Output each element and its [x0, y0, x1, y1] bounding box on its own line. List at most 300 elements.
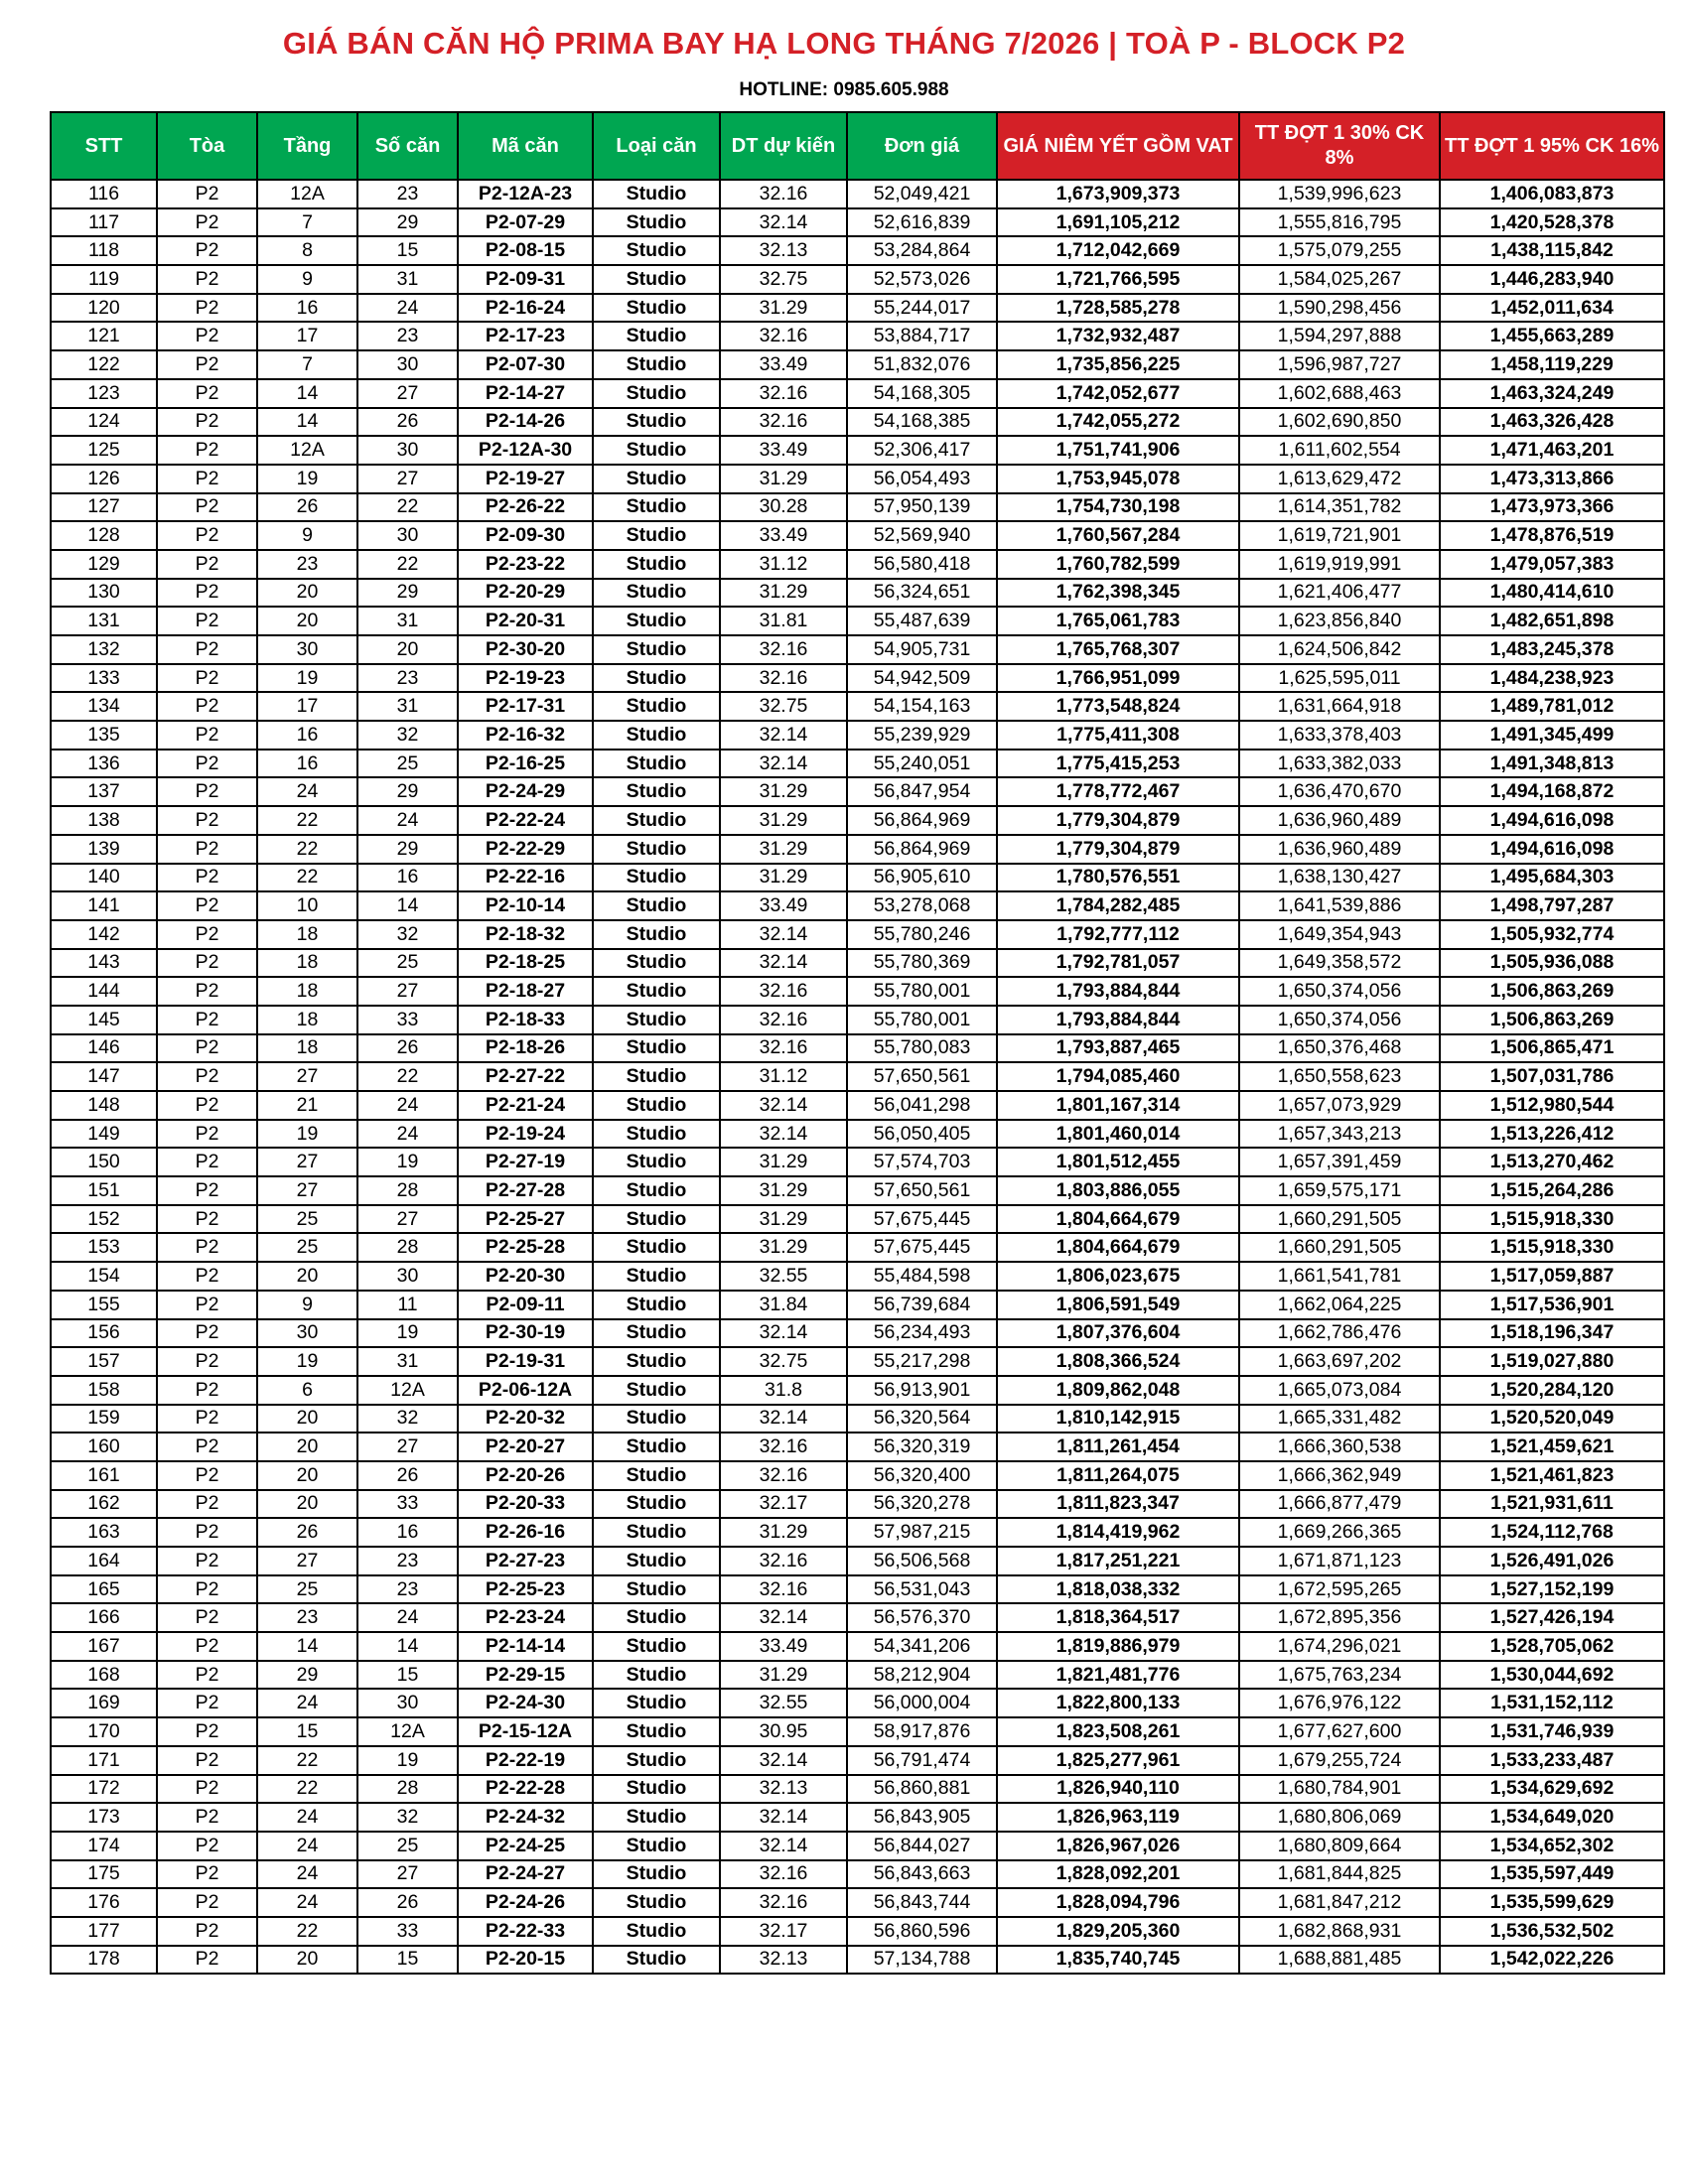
tang-cell: 10 — [257, 891, 357, 920]
dien-tich-cell: 31.81 — [720, 607, 847, 635]
tt-dot1-95-cell: 1,483,245,378 — [1440, 635, 1664, 664]
don-gia-cell: 55,780,001 — [847, 977, 997, 1006]
table-row — [51, 1034, 1664, 1063]
tang-cell: 25 — [257, 1205, 357, 1234]
loai-can-cell: Studio — [593, 835, 720, 864]
table-row — [51, 1376, 1664, 1405]
don-gia-cell: 55,484,598 — [847, 1262, 997, 1291]
so-can-cell: 32 — [357, 920, 458, 949]
gia-niem-yet-cell: 1,822,800,133 — [997, 1689, 1239, 1717]
so-can-cell: 20 — [357, 635, 458, 664]
table-row — [51, 1091, 1664, 1120]
dien-tich-cell: 30.95 — [720, 1717, 847, 1746]
ma-can-cell: P2-22-19 — [458, 1746, 593, 1775]
don-gia-cell: 56,320,319 — [847, 1433, 997, 1461]
ma-can-cell: P2-09-30 — [458, 521, 593, 550]
stt-cell: 167 — [51, 1632, 157, 1661]
ma-can-cell: P2-20-15 — [458, 1946, 593, 1975]
gia-niem-yet-cell: 1,773,548,824 — [997, 692, 1239, 721]
ma-can-cell: P2-30-19 — [458, 1319, 593, 1348]
so-can-cell: 27 — [357, 465, 458, 493]
dien-tich-cell: 32.16 — [720, 1547, 847, 1575]
tt-dot1-30-cell: 1,624,506,842 — [1239, 635, 1440, 664]
loai-can-cell: Studio — [593, 265, 720, 294]
tt-dot1-30-cell: 1,680,784,901 — [1239, 1775, 1440, 1804]
tt-dot1-95-cell: 1,520,520,049 — [1440, 1405, 1664, 1433]
table-row — [51, 1148, 1664, 1176]
don-gia-cell: 54,942,509 — [847, 664, 997, 693]
tang-cell: 7 — [257, 208, 357, 237]
table-row — [51, 1347, 1664, 1376]
so-can-cell: 28 — [357, 1775, 458, 1804]
tang-cell: 18 — [257, 977, 357, 1006]
so-can-cell: 15 — [357, 1661, 458, 1690]
gia-niem-yet-cell: 1,775,415,253 — [997, 750, 1239, 778]
so-can-cell: 15 — [357, 236, 458, 265]
so-can-cell: 32 — [357, 1405, 458, 1433]
gia-niem-yet-cell: 1,760,782,599 — [997, 550, 1239, 579]
don-gia-cell: 56,050,405 — [847, 1120, 997, 1149]
tt-dot1-30-cell: 1,621,406,477 — [1239, 579, 1440, 608]
tang-cell: 27 — [257, 1062, 357, 1091]
loai-can-cell: Studio — [593, 1233, 720, 1262]
don-gia-cell: 55,487,639 — [847, 607, 997, 635]
dien-tich-cell: 31.12 — [720, 550, 847, 579]
stt-cell: 160 — [51, 1433, 157, 1461]
so-can-cell: 23 — [357, 180, 458, 208]
so-can-cell: 16 — [357, 864, 458, 892]
tang-cell: 20 — [257, 1946, 357, 1975]
toa-cell: P2 — [157, 692, 257, 721]
so-can-cell: 28 — [357, 1233, 458, 1262]
tt-dot1-30-cell: 1,676,976,122 — [1239, 1689, 1440, 1717]
toa-cell: P2 — [157, 236, 257, 265]
don-gia-cell: 56,506,568 — [847, 1547, 997, 1575]
toa-cell: P2 — [157, 294, 257, 323]
tt-dot1-95-cell: 1,495,684,303 — [1440, 864, 1664, 892]
hotline-text: HOTLINE: 0985.605.988 — [739, 79, 949, 100]
loai-can-cell: Studio — [593, 1888, 720, 1917]
tt-dot1-95-cell: 1,478,876,519 — [1440, 521, 1664, 550]
tang-cell: 19 — [257, 1347, 357, 1376]
stt-cell: 169 — [51, 1689, 157, 1717]
don-gia-cell: 56,860,881 — [847, 1775, 997, 1804]
ma-can-cell: P2-20-29 — [458, 579, 593, 608]
so-can-cell: 30 — [357, 1262, 458, 1291]
loai-can-cell: Studio — [593, 750, 720, 778]
toa-cell: P2 — [157, 208, 257, 237]
don-gia-cell: 57,675,445 — [847, 1205, 997, 1234]
table-row — [51, 1689, 1664, 1717]
toa-cell: P2 — [157, 835, 257, 864]
dien-tich-cell: 31.29 — [720, 294, 847, 323]
so-can-cell: 24 — [357, 806, 458, 835]
dien-tich-cell: 32.16 — [720, 408, 847, 437]
table-row — [51, 1575, 1664, 1604]
tang-cell: 22 — [257, 1917, 357, 1946]
loai-can-cell: Studio — [593, 436, 720, 465]
ma-can-cell: P2-22-33 — [458, 1917, 593, 1946]
table-row — [51, 664, 1664, 693]
tt-dot1-30-cell: 1,575,079,255 — [1239, 236, 1440, 265]
dien-tich-cell: 32.14 — [720, 1120, 847, 1149]
gia-niem-yet-cell: 1,826,940,110 — [997, 1775, 1239, 1804]
loai-can-cell: Studio — [593, 1547, 720, 1575]
toa-cell: P2 — [157, 1176, 257, 1205]
tt-dot1-95-cell: 1,534,629,692 — [1440, 1775, 1664, 1804]
ma-can-cell: P2-20-26 — [458, 1461, 593, 1490]
ma-can-cell: P2-24-32 — [458, 1803, 593, 1832]
tt-dot1-95-cell: 1,506,865,471 — [1440, 1034, 1664, 1063]
table-row — [51, 379, 1664, 408]
toa-cell: P2 — [157, 806, 257, 835]
gia-niem-yet-cell: 1,811,261,454 — [997, 1433, 1239, 1461]
loai-can-cell: Studio — [593, 664, 720, 693]
stt-cell: 175 — [51, 1860, 157, 1889]
col-header-tt-dot1-95: TT ĐỢT 1 95% CK 16% — [1440, 112, 1664, 180]
stt-cell: 158 — [51, 1376, 157, 1405]
toa-cell: P2 — [157, 1490, 257, 1519]
toa-cell: P2 — [157, 1575, 257, 1604]
table-row — [51, 920, 1664, 949]
gia-niem-yet-cell: 1,792,781,057 — [997, 949, 1239, 978]
tt-dot1-30-cell: 1,636,960,489 — [1239, 835, 1440, 864]
ma-can-cell: P2-22-28 — [458, 1775, 593, 1804]
tt-dot1-95-cell: 1,519,027,880 — [1440, 1347, 1664, 1376]
tt-dot1-95-cell: 1,515,264,286 — [1440, 1176, 1664, 1205]
loai-can-cell: Studio — [593, 1689, 720, 1717]
loai-can-cell: Studio — [593, 1176, 720, 1205]
dien-tich-cell: 31.29 — [720, 1205, 847, 1234]
tang-cell: 24 — [257, 777, 357, 806]
gia-niem-yet-cell: 1,818,364,517 — [997, 1603, 1239, 1632]
col-header-gia-niem-yet: GIÁ NIÊM YẾT GỒM VAT — [997, 112, 1239, 180]
ma-can-cell: P2-30-20 — [458, 635, 593, 664]
tt-dot1-95-cell: 1,471,463,201 — [1440, 436, 1664, 465]
so-can-cell: 15 — [357, 1946, 458, 1975]
don-gia-cell: 56,576,370 — [847, 1603, 997, 1632]
ma-can-cell: P2-18-27 — [458, 977, 593, 1006]
loai-can-cell: Studio — [593, 607, 720, 635]
loai-can-cell: Studio — [593, 1860, 720, 1889]
gia-niem-yet-cell: 1,810,142,915 — [997, 1405, 1239, 1433]
gia-niem-yet-cell: 1,806,591,549 — [997, 1291, 1239, 1319]
don-gia-cell: 54,905,731 — [847, 635, 997, 664]
don-gia-cell: 57,574,703 — [847, 1148, 997, 1176]
stt-cell: 122 — [51, 350, 157, 379]
tt-dot1-95-cell: 1,528,705,062 — [1440, 1632, 1664, 1661]
table-row — [51, 408, 1664, 437]
stt-cell: 143 — [51, 949, 157, 978]
don-gia-cell: 54,168,385 — [847, 408, 997, 437]
tt-dot1-30-cell: 1,681,847,212 — [1239, 1888, 1440, 1917]
tang-cell: 12A — [257, 436, 357, 465]
tt-dot1-95-cell: 1,438,115,842 — [1440, 236, 1664, 265]
toa-cell: P2 — [157, 265, 257, 294]
table-row — [51, 1775, 1664, 1804]
tt-dot1-30-cell: 1,665,331,482 — [1239, 1405, 1440, 1433]
gia-niem-yet-cell: 1,809,862,048 — [997, 1376, 1239, 1405]
tt-dot1-30-cell: 1,594,297,888 — [1239, 322, 1440, 350]
ma-can-cell: P2-20-30 — [458, 1262, 593, 1291]
so-can-cell: 31 — [357, 692, 458, 721]
ma-can-cell: P2-23-22 — [458, 550, 593, 579]
so-can-cell: 27 — [357, 1860, 458, 1889]
loai-can-cell: Studio — [593, 1917, 720, 1946]
stt-cell: 117 — [51, 208, 157, 237]
gia-niem-yet-cell: 1,779,304,879 — [997, 806, 1239, 835]
dien-tich-cell: 31.29 — [720, 864, 847, 892]
dien-tich-cell: 33.49 — [720, 350, 847, 379]
stt-cell: 131 — [51, 607, 157, 635]
stt-cell: 148 — [51, 1091, 157, 1120]
stt-cell: 121 — [51, 322, 157, 350]
tt-dot1-30-cell: 1,633,382,033 — [1239, 750, 1440, 778]
toa-cell: P2 — [157, 550, 257, 579]
tang-cell: 20 — [257, 1433, 357, 1461]
don-gia-cell: 56,843,744 — [847, 1888, 997, 1917]
tt-dot1-95-cell: 1,527,426,194 — [1440, 1603, 1664, 1632]
gia-niem-yet-cell: 1,825,277,961 — [997, 1746, 1239, 1775]
table-row — [51, 550, 1664, 579]
table-row — [51, 465, 1664, 493]
gia-niem-yet-cell: 1,721,766,595 — [997, 265, 1239, 294]
table-row — [51, 806, 1664, 835]
tt-dot1-30-cell: 1,688,881,485 — [1239, 1946, 1440, 1975]
tt-dot1-30-cell: 1,636,470,670 — [1239, 777, 1440, 806]
loai-can-cell: Studio — [593, 721, 720, 750]
ma-can-cell: P2-24-27 — [458, 1860, 593, 1889]
ma-can-cell: P2-27-23 — [458, 1547, 593, 1575]
dien-tich-cell: 32.14 — [720, 1603, 847, 1632]
ma-can-cell: P2-20-31 — [458, 607, 593, 635]
tang-cell: 15 — [257, 1717, 357, 1746]
dien-tich-cell: 32.16 — [720, 977, 847, 1006]
tang-cell: 19 — [257, 664, 357, 693]
tt-dot1-95-cell: 1,506,863,269 — [1440, 1006, 1664, 1034]
tang-cell: 19 — [257, 465, 357, 493]
toa-cell: P2 — [157, 777, 257, 806]
gia-niem-yet-cell: 1,817,251,221 — [997, 1547, 1239, 1575]
gia-niem-yet-cell: 1,829,205,360 — [997, 1917, 1239, 1946]
ma-can-cell: P2-12A-23 — [458, 180, 593, 208]
table-row — [51, 236, 1664, 265]
tt-dot1-30-cell: 1,539,996,623 — [1239, 180, 1440, 208]
so-can-cell: 24 — [357, 294, 458, 323]
loai-can-cell: Studio — [593, 550, 720, 579]
toa-cell: P2 — [157, 521, 257, 550]
tt-dot1-30-cell: 1,638,130,427 — [1239, 864, 1440, 892]
gia-niem-yet-cell: 1,828,092,201 — [997, 1860, 1239, 1889]
stt-cell: 165 — [51, 1575, 157, 1604]
don-gia-cell: 54,341,206 — [847, 1632, 997, 1661]
stt-cell: 133 — [51, 664, 157, 693]
gia-niem-yet-cell: 1,765,768,307 — [997, 635, 1239, 664]
tt-dot1-30-cell: 1,596,987,727 — [1239, 350, 1440, 379]
table-row — [51, 1632, 1664, 1661]
ma-can-cell: P2-10-14 — [458, 891, 593, 920]
so-can-cell: 33 — [357, 1490, 458, 1519]
ma-can-cell: P2-18-25 — [458, 949, 593, 978]
ma-can-cell: P2-24-25 — [458, 1832, 593, 1860]
loai-can-cell: Studio — [593, 1518, 720, 1547]
don-gia-cell: 56,739,684 — [847, 1291, 997, 1319]
don-gia-cell: 56,324,651 — [847, 579, 997, 608]
tt-dot1-95-cell: 1,530,044,692 — [1440, 1661, 1664, 1690]
dien-tich-cell: 32.14 — [720, 1091, 847, 1120]
ma-can-cell: P2-18-26 — [458, 1034, 593, 1063]
toa-cell: P2 — [157, 1775, 257, 1804]
stt-cell: 161 — [51, 1461, 157, 1490]
tang-cell: 20 — [257, 607, 357, 635]
ma-can-cell: P2-07-29 — [458, 208, 593, 237]
gia-niem-yet-cell: 1,793,887,465 — [997, 1034, 1239, 1063]
table-row — [51, 521, 1664, 550]
stt-cell: 127 — [51, 493, 157, 522]
loai-can-cell: Studio — [593, 1148, 720, 1176]
stt-cell: 166 — [51, 1603, 157, 1632]
so-can-cell: 23 — [357, 664, 458, 693]
tang-cell: 22 — [257, 1746, 357, 1775]
so-can-cell: 16 — [357, 1518, 458, 1547]
ma-can-cell: P2-21-24 — [458, 1091, 593, 1120]
don-gia-cell: 56,860,596 — [847, 1917, 997, 1946]
ma-can-cell: P2-29-15 — [458, 1661, 593, 1690]
loai-can-cell: Studio — [593, 1746, 720, 1775]
ma-can-cell: P2-18-33 — [458, 1006, 593, 1034]
gia-niem-yet-cell: 1,728,585,278 — [997, 294, 1239, 323]
don-gia-cell: 57,950,139 — [847, 493, 997, 522]
stt-cell: 138 — [51, 806, 157, 835]
tang-cell: 22 — [257, 1775, 357, 1804]
tt-dot1-30-cell: 1,663,697,202 — [1239, 1347, 1440, 1376]
so-can-cell: 23 — [357, 1547, 458, 1575]
loai-can-cell: Studio — [593, 977, 720, 1006]
tt-dot1-95-cell: 1,494,616,098 — [1440, 835, 1664, 864]
gia-niem-yet-cell: 1,784,282,485 — [997, 891, 1239, 920]
stt-cell: 128 — [51, 521, 157, 550]
dien-tich-cell: 32.16 — [720, 180, 847, 208]
so-can-cell: 19 — [357, 1148, 458, 1176]
don-gia-cell: 56,000,004 — [847, 1689, 997, 1717]
col-header-so-can: Số căn — [357, 112, 458, 180]
col-header-ma-can: Mã căn — [458, 112, 593, 180]
ma-can-cell: P2-25-27 — [458, 1205, 593, 1234]
gia-niem-yet-cell: 1,780,576,551 — [997, 864, 1239, 892]
loai-can-cell: Studio — [593, 1006, 720, 1034]
don-gia-cell: 56,847,954 — [847, 777, 997, 806]
tt-dot1-30-cell: 1,661,541,781 — [1239, 1262, 1440, 1291]
col-header-don-gia: Đơn giá — [847, 112, 997, 180]
ma-can-cell: P2-12A-30 — [458, 436, 593, 465]
ma-can-cell: P2-19-23 — [458, 664, 593, 693]
tt-dot1-95-cell: 1,534,652,302 — [1440, 1832, 1664, 1860]
tt-dot1-30-cell: 1,669,266,365 — [1239, 1518, 1440, 1547]
table-row — [51, 1661, 1664, 1690]
table-row — [51, 1717, 1664, 1746]
tang-cell: 18 — [257, 1034, 357, 1063]
so-can-cell: 24 — [357, 1091, 458, 1120]
stt-cell: 178 — [51, 1946, 157, 1975]
tt-dot1-95-cell: 1,513,226,412 — [1440, 1120, 1664, 1149]
so-can-cell: 25 — [357, 1832, 458, 1860]
tt-dot1-30-cell: 1,649,358,572 — [1239, 949, 1440, 978]
stt-cell: 124 — [51, 408, 157, 437]
stt-cell: 153 — [51, 1233, 157, 1262]
ma-can-cell: P2-25-23 — [458, 1575, 593, 1604]
tang-cell: 16 — [257, 721, 357, 750]
ma-can-cell: P2-19-27 — [458, 465, 593, 493]
tt-dot1-95-cell: 1,458,119,229 — [1440, 350, 1664, 379]
so-can-cell: 22 — [357, 550, 458, 579]
so-can-cell: 19 — [357, 1319, 458, 1348]
ma-can-cell: P2-06-12A — [458, 1376, 593, 1405]
tt-dot1-30-cell: 1,641,539,886 — [1239, 891, 1440, 920]
loai-can-cell: Studio — [593, 1347, 720, 1376]
stt-cell: 142 — [51, 920, 157, 949]
tt-dot1-30-cell: 1,657,391,459 — [1239, 1148, 1440, 1176]
dien-tich-cell: 33.49 — [720, 1632, 847, 1661]
toa-cell: P2 — [157, 1062, 257, 1091]
table-row — [51, 1946, 1664, 1975]
ma-can-cell: P2-20-33 — [458, 1490, 593, 1519]
tang-cell: 29 — [257, 1661, 357, 1690]
dien-tich-cell: 31.29 — [720, 1661, 847, 1690]
table-row — [51, 1803, 1664, 1832]
table-row — [51, 1917, 1664, 1946]
dien-tich-cell: 33.49 — [720, 436, 847, 465]
tt-dot1-95-cell: 1,507,031,786 — [1440, 1062, 1664, 1091]
tt-dot1-30-cell: 1,681,844,825 — [1239, 1860, 1440, 1889]
stt-cell: 147 — [51, 1062, 157, 1091]
loai-can-cell: Studio — [593, 1405, 720, 1433]
stt-cell: 155 — [51, 1291, 157, 1319]
don-gia-cell: 56,913,901 — [847, 1376, 997, 1405]
gia-niem-yet-cell: 1,792,777,112 — [997, 920, 1239, 949]
dien-tich-cell: 32.14 — [720, 949, 847, 978]
so-can-cell: 30 — [357, 521, 458, 550]
stt-cell: 170 — [51, 1717, 157, 1746]
gia-niem-yet-cell: 1,811,823,347 — [997, 1490, 1239, 1519]
loai-can-cell: Studio — [593, 208, 720, 237]
tang-cell: 24 — [257, 1888, 357, 1917]
table-row — [51, 835, 1664, 864]
tang-cell: 17 — [257, 692, 357, 721]
dien-tich-cell: 30.28 — [720, 493, 847, 522]
don-gia-cell: 53,884,717 — [847, 322, 997, 350]
toa-cell: P2 — [157, 1319, 257, 1348]
col-header-toa: Tòa — [157, 112, 257, 180]
dien-tich-cell: 32.17 — [720, 1490, 847, 1519]
don-gia-cell: 56,844,027 — [847, 1832, 997, 1860]
gia-niem-yet-cell: 1,801,512,455 — [997, 1148, 1239, 1176]
toa-cell: P2 — [157, 1233, 257, 1262]
toa-cell: P2 — [157, 493, 257, 522]
tt-dot1-30-cell: 1,613,629,472 — [1239, 465, 1440, 493]
tt-dot1-30-cell: 1,657,343,213 — [1239, 1120, 1440, 1149]
dien-tich-cell: 32.16 — [720, 664, 847, 693]
gia-niem-yet-cell: 1,823,508,261 — [997, 1717, 1239, 1746]
tt-dot1-30-cell: 1,602,688,463 — [1239, 379, 1440, 408]
don-gia-cell: 57,650,561 — [847, 1062, 997, 1091]
tt-dot1-30-cell: 1,674,296,021 — [1239, 1632, 1440, 1661]
stt-cell: 118 — [51, 236, 157, 265]
stt-cell: 139 — [51, 835, 157, 864]
don-gia-cell: 55,239,929 — [847, 721, 997, 750]
ma-can-cell: P2-26-16 — [458, 1518, 593, 1547]
table-row — [51, 891, 1664, 920]
dien-tich-cell: 32.13 — [720, 236, 847, 265]
